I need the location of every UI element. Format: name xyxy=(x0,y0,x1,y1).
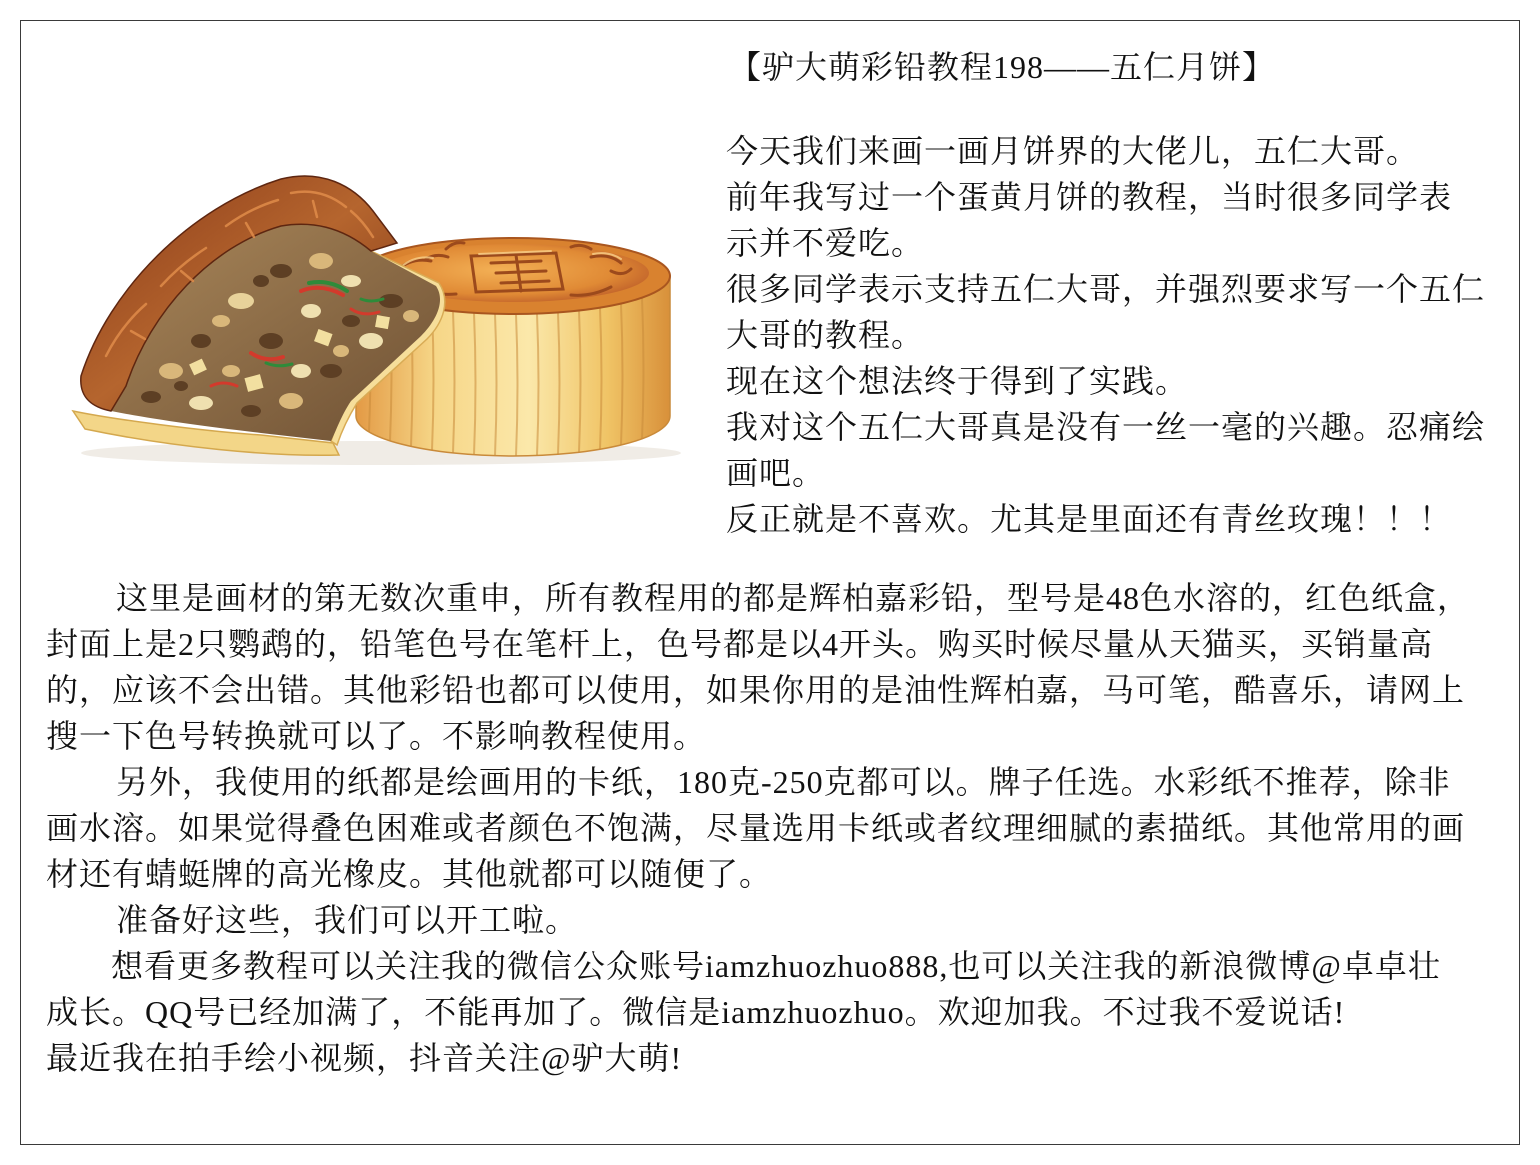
body-line: 最近我在拍手绘小视频，抖音关注@驴大萌! xyxy=(46,1040,683,1076)
intro-line: 前年我写过一个蛋黄月饼的教程，当时很多同学表 xyxy=(726,179,1453,215)
body-line: 封面上是2只鹦鹉的，铅笔色号在笔杆上，色号都是以4开头。购买时候尽量从天猫买，买销量高 xyxy=(46,626,1434,662)
paragraph-paper xyxy=(46,759,1470,897)
paragraph-contact xyxy=(46,943,1470,1035)
body-text xyxy=(46,575,1470,1081)
page-title: 【驴大萌彩铅教程198——五仁月饼】 xyxy=(729,49,1276,85)
intro-line: 画吧。 xyxy=(726,455,826,491)
body-line: 画水溶。如果觉得叠色困难或者颜色不饱满，尽量选用卡纸或者纹理细腻的素描纸。其他常用的画 xyxy=(46,810,1466,846)
intro-line: 我对这个五仁大哥真是没有一丝一毫的兴趣。忍痛绘 xyxy=(726,409,1486,445)
body-line: 成长。QQ号已经加满了，不能再加了。微信是iamzhuozhuo。欢迎加我。不过我不爱说话! xyxy=(46,994,1346,1030)
body-line: 这里是画材的第无数次重申，所有教程用的都是辉柏嘉彩铅，型号是48色水溶的，红色纸盒， xyxy=(116,580,1471,616)
intro-line: 示并不爱吃。 xyxy=(726,225,925,261)
body-line: 另外，我使用的纸都是绘画用的卡纸，180克-250克都可以。牌子任选。水彩纸不推荐，除非 xyxy=(116,764,1451,800)
intro-line: 反正就是不喜欢。尤其是里面还有青丝玫瑰！！！ xyxy=(726,501,1453,537)
intro-line: 很多同学表示支持五仁大哥，并强烈要求写一个五仁 xyxy=(726,271,1486,307)
body-line: 搜一下色号转换就可以了。不影响教程使用。 xyxy=(46,718,707,754)
intro-line: 现在这个想法终于得到了实践。 xyxy=(726,363,1189,399)
intro-line: 大哥的教程。 xyxy=(726,317,925,353)
body-line: 准备好这些，我们可以开工啦。 xyxy=(116,902,579,938)
paragraph-materials xyxy=(46,575,1470,759)
intro-line: 今天我们来画一画月饼界的大佬儿，五仁大哥。 xyxy=(726,133,1420,169)
body-line: 材还有蜻蜓牌的高光橡皮。其他就都可以随便了。 xyxy=(46,856,773,892)
page-frame xyxy=(20,20,1520,1145)
intro-text xyxy=(726,128,1485,542)
mooncake-illustration xyxy=(51,171,691,471)
paragraph-video xyxy=(46,1035,1470,1081)
body-line: 的，应该不会出错。其他彩铅也都可以使用，如果你用的是油性辉柏嘉，马可笔，酷喜乐，请网上 xyxy=(46,672,1466,708)
paragraph-ready xyxy=(46,897,1470,943)
body-line: 想看更多教程可以关注我的微信公众账号iamzhuozhuo888,也可以关注我的新浪微博@卓卓壮 xyxy=(111,948,1441,984)
